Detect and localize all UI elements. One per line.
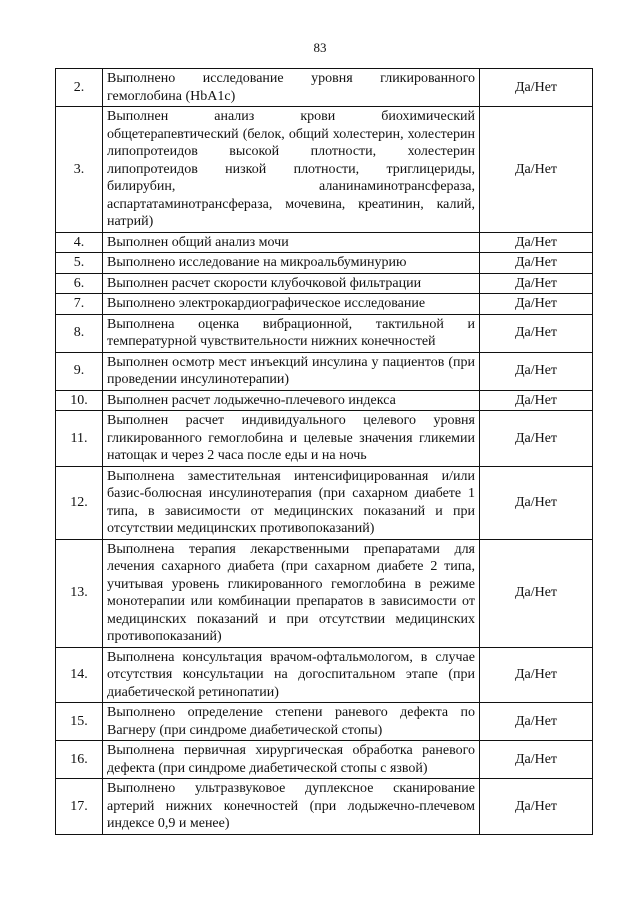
criterion-text: Выполнено ультразвуковое дуплексное сканирование артерий нижних конечностей (при лодыжечно-плечевом индексе 0,9 и менее): [103, 779, 480, 835]
row-number: 11.: [56, 411, 103, 467]
row-number: 15.: [56, 703, 103, 741]
table-row: [56, 294, 593, 315]
table-row: [56, 253, 593, 274]
answer-cell: Да/Нет: [480, 741, 593, 779]
criterion-text: Выполнена оценка вибрационной, тактильной и температурной чувствительности нижних конечностей: [103, 314, 480, 352]
answer-cell: Да/Нет: [480, 69, 593, 107]
row-number: 7.: [56, 294, 103, 315]
criterion-text: Выполнен общий анализ мочи: [103, 232, 480, 253]
criterion-text: Выполнен осмотр мест инъекций инсулина у пациентов (при проведении инсулинотерапии): [103, 352, 480, 390]
answer-cell: Да/Нет: [480, 232, 593, 253]
answer-cell: Да/Нет: [480, 253, 593, 274]
criterion-text: Выполнено определение степени раневого дефекта по Вагнеру (при синдроме диабетической стопы): [103, 703, 480, 741]
table-row: [56, 703, 593, 741]
answer-cell: Да/Нет: [480, 466, 593, 539]
row-number: 17.: [56, 779, 103, 835]
table-row: [56, 107, 593, 233]
row-number: 2.: [56, 69, 103, 107]
criteria-table: [55, 68, 593, 835]
table-row: [56, 647, 593, 703]
answer-cell: Да/Нет: [480, 647, 593, 703]
criterion-text: Выполнен расчет скорости клубочковой фильтрации: [103, 273, 480, 294]
criterion-text: Выполнена терапия лекарственными препаратами для лечения сахарного диабета (при сахарном диабете 2 типа, учитывая уровень гликированного гемоглобина в режиме монотерапии или комбинации препаратов в зависимости от медицинских показаний и при отсутствии медицинских противопоказаний): [103, 539, 480, 647]
criterion-text: Выполнена первичная хирургическая обработка раневого дефекта (при синдроме диабетической стопы с язвой): [103, 741, 480, 779]
row-number: 3.: [56, 107, 103, 233]
row-number: 5.: [56, 253, 103, 274]
row-number: 4.: [56, 232, 103, 253]
table-row: [56, 352, 593, 390]
table-row: [56, 741, 593, 779]
table-row: [56, 411, 593, 467]
table-row: [56, 466, 593, 539]
answer-cell: Да/Нет: [480, 539, 593, 647]
criterion-text: Выполнен расчет индивидуального целевого уровня гликированного гемоглобина и целевые значения гликемии натощак и через 2 часа после еды и на ночь: [103, 411, 480, 467]
answer-cell: Да/Нет: [480, 273, 593, 294]
answer-cell: Да/Нет: [480, 352, 593, 390]
row-number: 10.: [56, 390, 103, 411]
criterion-text: Выполнено исследование на микроальбуминурию: [103, 253, 480, 274]
criterion-text: Выполнена консультация врачом-офтальмологом, в случае отсутствия консультации на догоспитальном этапе (при диабетической ретинопатии): [103, 647, 480, 703]
answer-cell: Да/Нет: [480, 314, 593, 352]
table-row: [56, 69, 593, 107]
table-row: [56, 232, 593, 253]
criterion-text: Выполнен расчет лодыжечно-плечевого индекса: [103, 390, 480, 411]
criterion-text: Выполнено электрокардиографическое исследование: [103, 294, 480, 315]
table-row: [56, 390, 593, 411]
table-row: [56, 539, 593, 647]
page-number: 83: [313, 40, 327, 55]
table-row: [56, 314, 593, 352]
answer-cell: Да/Нет: [480, 703, 593, 741]
criterion-text: Выполнен анализ крови биохимический общетерапевтический (белок, общий холестерин, холестерин липопротеидов высокой плотности, холестерин липопротеидов низкой плотности, триглицериды, билирубин, аланинаминотрансфераза, аспартатаминотрансфераза, мочевина, креатинин, калий, натрий): [103, 107, 480, 233]
criterion-text: Выполнено исследование уровня гликированного гемоглобина (HbA1c): [103, 69, 480, 107]
answer-cell: Да/Нет: [480, 107, 593, 233]
answer-cell: Да/Нет: [480, 779, 593, 835]
answer-cell: Да/Нет: [480, 411, 593, 467]
criterion-text: Выполнена заместительная интенсифицированная и/или базис-болюсная инсулинотерапия (при сахарном диабете 1 типа, в зависимости от медицинских показаний и при отсутствии медицинских противопоказаний): [103, 466, 480, 539]
table-row: [56, 273, 593, 294]
row-number: 12.: [56, 466, 103, 539]
row-number: 13.: [56, 539, 103, 647]
row-number: 8.: [56, 314, 103, 352]
table-row: [56, 779, 593, 835]
row-number: 16.: [56, 741, 103, 779]
answer-cell: Да/Нет: [480, 294, 593, 315]
row-number: 9.: [56, 352, 103, 390]
row-number: 6.: [56, 273, 103, 294]
row-number: 14.: [56, 647, 103, 703]
answer-cell: Да/Нет: [480, 390, 593, 411]
